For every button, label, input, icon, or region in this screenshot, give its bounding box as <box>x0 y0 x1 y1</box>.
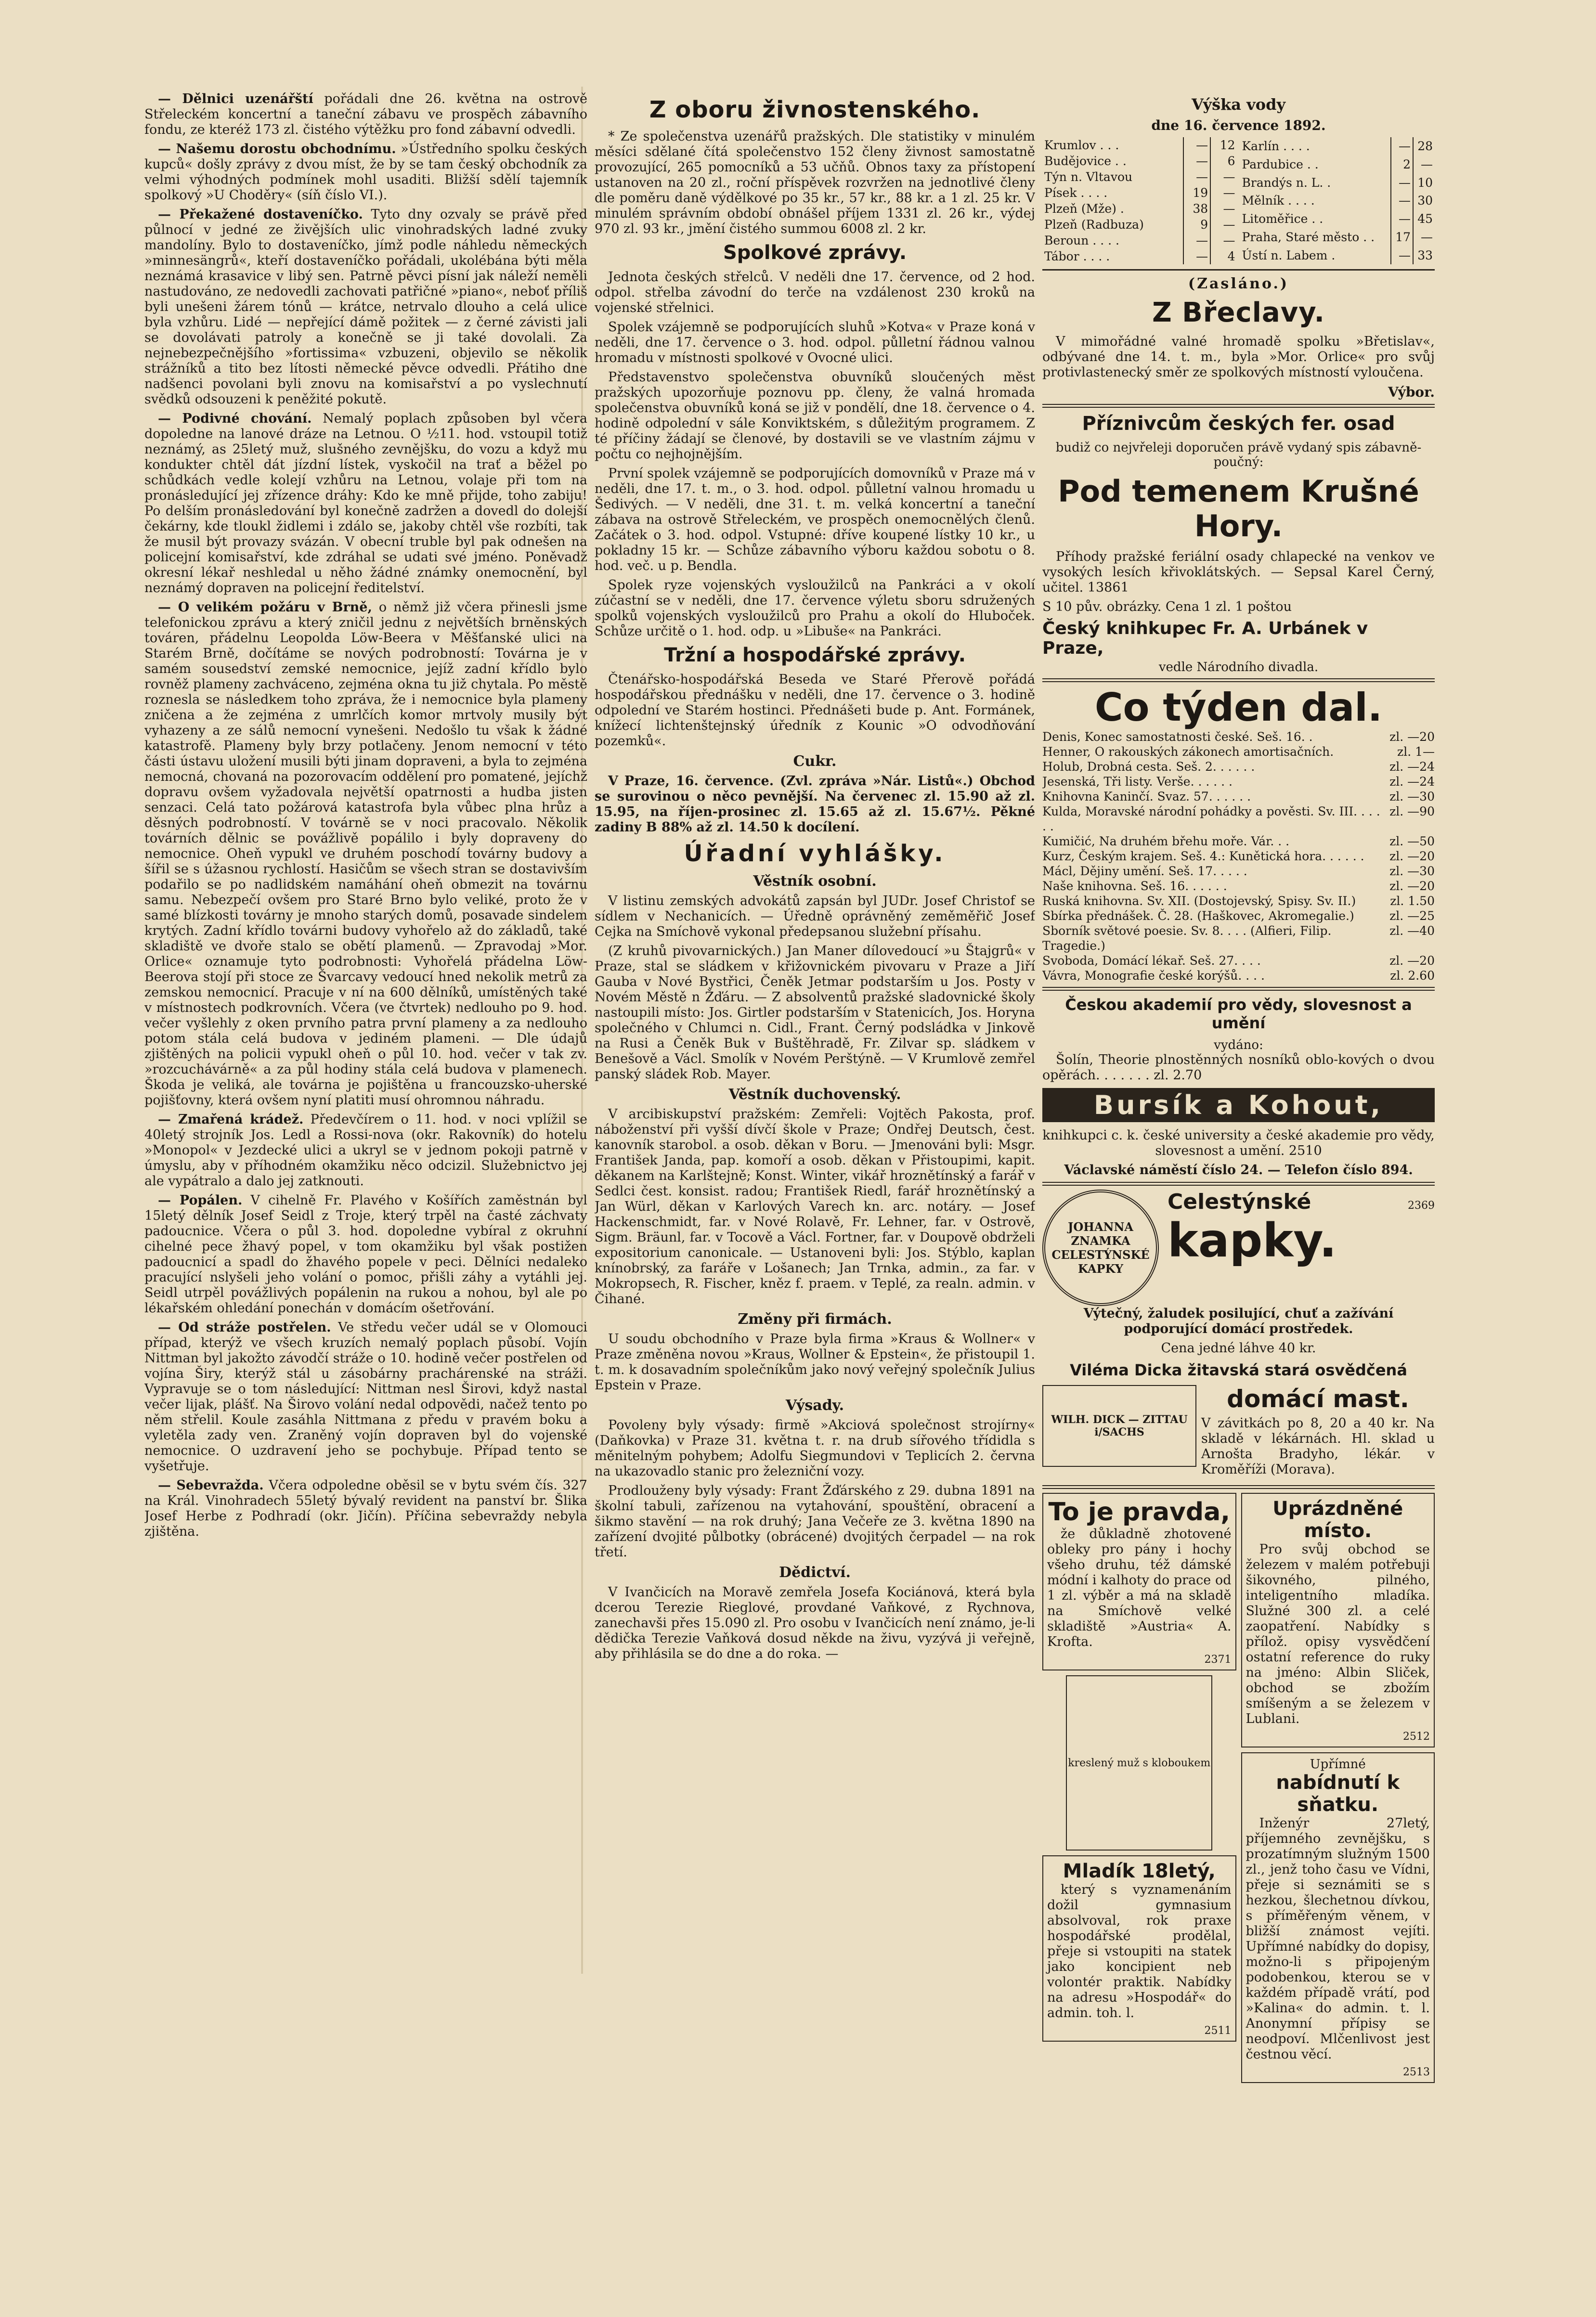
article <box>144 1193 587 1316</box>
ad-left-stack <box>1042 1493 1236 2083</box>
dick-text <box>1201 1385 1435 1481</box>
water-row <box>1240 173 1435 192</box>
ad-to-je-pravda <box>1042 1493 1236 1670</box>
academy-book: Šolín, Theorie plnostěnných nosníků oblo-kových o dvou opěrách. . . . . . . zl. 2.70 <box>1042 1052 1435 1083</box>
water-row <box>1240 155 1435 174</box>
water-row <box>1042 169 1237 185</box>
water-level: — <box>1183 137 1211 153</box>
ad-weekly-title: Co týden dal. <box>1094 685 1383 730</box>
book-price: zl. —50 <box>1389 834 1435 848</box>
article-text: Představenstvo společenstva obuvníků sloučených měst pražských upozorňuje poznovu pp. členy, že valná hromada společenstva obuvníků koná se již v pondělí, dne 18. července o 4. hodině odpolední v sále Konviktském, s důležitým programem. Z té příčiny žádají se členové, by dostavili se ve vlastním zájmu v počtu co nejhojnějším. <box>595 370 1035 462</box>
man-illustration-icon: kreslený muž s kloboukem <box>1066 1675 1212 1851</box>
kapky-number: 2369 <box>1408 1200 1435 1212</box>
kapky-desc: Výtečný, žaludek posilující, chuť a zažívání podporující domácí prostředek. <box>1083 1306 1394 1336</box>
book-title: Kurz, Českým krajem. Seš. 4.: Kunětická hora. . . . . . <box>1042 849 1364 863</box>
article-text: U soudu obchodního v Praze byla firma »Kraus & Wollner« v Praze změněna novou »Kraus, Wollner & Epstein«, že přistoupil 1. t. m. k dosavadním společníkům jako nový veřejný společník Julius Epstein v Praze. <box>595 1332 1035 1393</box>
water-table <box>1042 137 1435 264</box>
article-text: Čtenářsko-hospodářská Beseda ve Staré Přerově pořádá hospodářskou přednášku v neděli, dne 17. července o 3. hodině odpolední ve Starém hostinci. Přednášeti bude p. Ant. Formánek, knížecí lichtenštejnský úředník z Kounic »O odvodňování pozemků«. <box>595 672 1035 749</box>
book-title: Mácl, Dějiny umění. Seš. 17. . . . . <box>1042 864 1247 878</box>
water-row <box>1240 137 1435 155</box>
water-row <box>1042 233 1237 248</box>
water-row <box>1042 217 1237 233</box>
water-level: — <box>1183 248 1211 264</box>
book-title: Holub, Drobná cesta. Seš. 2. . . . . . <box>1042 760 1255 774</box>
water-level: — <box>1223 202 1235 216</box>
article-text: o němž již včera přinesli jsme telefonickou zprávu a který zničil jednu z největších brněnských továren, přádelnu Leopolda Löw-Beera v Měšťanské ulici na Starém Brně, dočítáme se nových podrobností: Továrna je v samém sousedství zemské nemocnice, jejíž zadní křídlo bylo rovněž plameny zachváceno, zejména okna tu již chytala. Po městě roznesla se následkem toho zpráva, že i nemocnice byla plameny zničena a že zejména z umrlčích komor mrtvoly musily být vyhazeny a ze sálů nemocní vynešeni. Nedošlo tu však k žádné katastrofě. Plameny byly brzy potlačeny. Jenom nemocní v této části ústavu uložení musili býti jinam dopraveni, a byla to zejména nemocná, chovaná na pozorovacím oddělení pro pomatené, jejíchž dopravu ovšem vyžadovala největší opatrnosti a hudba jisten senzaci. Celá tato požárová katastrofa byla vůbec plna hrůz a děsných podrobností. V továrně se v noci pracovalo. Několik továrních dělnic se povážlivě popálilo i byly dopraveny do nemocnice. Oheň vypukl ve druhém poschodí továrny budovy a šířil se s úžasnou rychlostí. Hasičům se všech stran se dostavivším podařilo se po nadlidském namáhání oheň obmezit na továrnu samu. Nebezpečí ovšem pro Staré Brno bylo veliké, proto že v samé blízkosti továrny je mnoho starých domů, posavade sindelem krytých. Zadní křídlo továrni budovy vyhořelo až do základů, také skladiště ve dvoře stalo se obětí plamenů. — Zpravodaj »Mor. Orlice« oznamuje tyto podrobnosti: Vyhořelá přádelna Löw-Beerova stojí při stoce ze Švarcavy vedoucí hned nekolik metrů za zemskou nemocnicí. Pracuje v ní na 600 dělníků, umístěných také v místnostech podkrovních. Včera (ve čtvrtek) nedlouho po 9. hod. večer vyšlehly z oken prvního patra první plameny a za nedlouho potom stála celá budova v jediném plameni. — Dle údajů zjištěných na policii vypukl oheň o půl 10. hod. večer v tak zv. »rozcuchávárně« a za půl hodiny stála celá budova v plamenech. Škoda je veliká, ale továrna je pojištěna u francouzsko-uherské pojišťovny, která ovšem nyní platiti musí ohromnou náhradu. <box>144 600 587 1108</box>
book-item <box>1042 968 1435 983</box>
water-row <box>1042 201 1237 217</box>
dick-desc: V závitkách po 8, 20 a 40 kr. Na skladě v lékárnách. Hl. sklad u Arnošta Bradyho, lékár. v Kroměříži (Morava). <box>1201 1416 1435 1477</box>
kapky-text <box>1168 1190 1435 1306</box>
water-level: — <box>1183 169 1211 185</box>
book-item <box>1042 789 1435 804</box>
section-heading: Z oboru živnostenského. <box>649 96 981 123</box>
kapky-stamp-wrap <box>1042 1190 1163 1306</box>
book-item <box>1042 893 1435 908</box>
water-station: Plzeň (Radbuza) <box>1042 217 1183 233</box>
zaslano-label: (Zasláno.) <box>1188 275 1289 292</box>
article-head: — Překažené dostaveníčko. <box>158 207 363 222</box>
subheading: Změny při firmách. <box>738 1311 892 1328</box>
ad-title: Pod temenem Krušné Hory. <box>1058 474 1419 544</box>
ad-heading: To je pravda, <box>1048 1498 1230 1527</box>
water-row <box>1042 153 1237 169</box>
book-price: zl. —20 <box>1389 954 1435 968</box>
water-level: 10 <box>1417 175 1433 190</box>
ad-heading: Uprázdněné místo. <box>1272 1498 1403 1542</box>
article-text: Prodlouženy byly výsady: Frant Žďárského z 29. dubna 1891 na školní tabuli, zařízenou na vytahování, spouštění, obracení a šikmo stavění — na rok druhý; Jana Večeře ze 3. května 1890 na zařízení dvojité půlbotky (obrácené) dvojitých čerpadel — na rok třetí. <box>595 1483 1035 1560</box>
section-heading: Tržní a hospodářské zprávy. <box>664 644 966 666</box>
article-head: — Našemu dorostu obchodnímu. <box>158 142 396 156</box>
breclav-heading: Z Břeclavy. <box>1152 297 1325 328</box>
dick-title: domácí mast. <box>1227 1385 1409 1413</box>
signature: Výbor. <box>1388 384 1435 400</box>
water-level: — <box>1391 137 1413 155</box>
water-table-right <box>1240 137 1435 264</box>
kapky-title: kapky. <box>1168 1214 1337 1268</box>
dick-stamp-wrap <box>1042 1385 1196 1481</box>
ad-number: 2513 <box>1403 2066 1430 2078</box>
water-level: — <box>1391 246 1413 264</box>
article-head: — Dělnici uzenářští <box>158 91 313 106</box>
article-text: Jednota českých střelců. V neděli dne 17. července, od 2 hod. odpol. střelba závodní do terče na vzdálenost 230 kroků na vojenské střelnici. <box>595 270 1035 315</box>
article-text: pořádali dne 26. května na ostrově Střeleckém koncertní a taneční zábavu ve prospěch zábavního fondu, ze kteréž 173 zl. čistého výtěžku pro fond zábavní odvedli. <box>144 91 587 137</box>
water-station: Ústí n. Labem . <box>1240 246 1391 264</box>
water-level: — <box>1421 157 1433 172</box>
book-item <box>1042 953 1435 968</box>
kapky-heading: Celestýnské <box>1168 1190 1311 1214</box>
water-level: — <box>1391 192 1413 210</box>
book-title: Kulda, Moravské národní pohádky a pověsti. Sv. III. . . . . . <box>1042 804 1380 833</box>
book-item <box>1042 864 1435 879</box>
ad-number: 2371 <box>1204 1654 1232 1666</box>
water-station: Plzeň (Mže) . <box>1042 201 1183 217</box>
book-price: zl. —30 <box>1389 790 1435 803</box>
ad-sub: budiž co nejvřeleji doporučen právě vydaný spis zábavně-poučný: <box>1055 440 1422 469</box>
water-station: Pardubice . . <box>1240 155 1391 174</box>
seal-icon: JOHANNA ZNAMKA CELESTÝNSKÉ KAPKY <box>1042 1190 1159 1306</box>
book-title: Ruská knihovna. Sv. XII. (Dostojevský, Spisy. Sv. II.) <box>1042 894 1356 908</box>
ad-nabidnuti <box>1241 1752 1435 2083</box>
ad-text: Pro svůj obchod se železem v malém potřebuji šikovného, pilného, inteligentního mladíka. Služné 300 zl. a celé zaopatření. Nabídky s přílož. opisy vysvědčení ostatní reference do ruky na jméno: Albin Sliček, obchod se zbožím smíšeným a se železem v Lublani. <box>1246 1542 1430 1726</box>
water-row <box>1240 192 1435 210</box>
water-level: 38 <box>1183 201 1211 217</box>
water-row <box>1042 248 1237 264</box>
divider <box>1042 678 1435 682</box>
book-price: zl. —20 <box>1389 730 1435 744</box>
book-price: zl. —90 <box>1389 804 1435 818</box>
book-price: zl. —20 <box>1389 849 1435 863</box>
water-station: Tábor . . . . <box>1042 248 1183 264</box>
book-list <box>1042 729 1435 983</box>
water-station: Litoměřice . . <box>1240 210 1391 228</box>
bursik-address: Václavské náměstí číslo 24. — Telefon číslo 894. <box>1064 1163 1413 1178</box>
water-level: 6 <box>1227 154 1235 168</box>
water-level: 12 <box>1220 138 1235 152</box>
academy-sub: vydáno: <box>1214 1038 1263 1052</box>
book-price: zl. —24 <box>1389 760 1435 774</box>
book-item <box>1042 744 1435 759</box>
book-price: zl. —40 <box>1389 924 1435 938</box>
article-text: * Ze společenstva uzenářů pražských. Dle statistiky v minulém měsíci sdělané čítá společenstvo 152 členy živnost samostatně provozující, 265 pomocníků a 53 učňů. Obnos taxy za přístopení ustanoven na 20 zl., roční příspěvek rozvržen na jednotlivé členy dle poměru daně výdělkové po 35 kr., 57 kr., 88 kr. a 1 zl. 25 kr. V minulém správním období obnášel příjem 1331 zl. 26 kr., výdej 970 zl. 93 kr., jmění čistého summou 6008 zl. 2 kr. <box>595 129 1035 236</box>
article-head: — Zmařená krádež. <box>158 1112 304 1127</box>
book-title: Svoboda, Domácí lékař. Seš. 27. . . . <box>1042 954 1261 968</box>
book-item <box>1042 849 1435 864</box>
article-text: Povoleny byly výsady: firmě »Akciová společnost strojírny« (Daňkovka) v Praze 31. května t. r. na drub sířového třídidla s měnitelným pohybem; Adolfu Siegmundovi v Teplicích 2. června na ukazovadlo stanic pro železniční vozy. <box>595 1418 1035 1479</box>
ad-heading: Příznivcům českých fer. osad <box>1082 413 1395 435</box>
water-level: — <box>1421 230 1433 244</box>
divider <box>1042 269 1435 271</box>
article-text: V Praze, 16. července. (Zvl. zpráva »Nár. Listů«.) Obchod se surovinou o něco pevnější. Na červenec zl. 15.90 až zl. 15.95, na říjen-prosinec zl. 15.65 až zl. 15.67½. Pěkné zadiny B 88% až zl. 14.50 k docílení. <box>595 774 1035 835</box>
book-price: zl. —25 <box>1389 909 1435 923</box>
ad-mladik <box>1042 1855 1236 2042</box>
ad-dick <box>1042 1385 1435 1481</box>
divider <box>1042 404 1435 408</box>
book-title: Denis, Konec samostatnosti české. Seš. 16. . <box>1042 730 1313 744</box>
stamp-icon: WILH. DICK — ZITTAU i/SACHS <box>1042 1385 1196 1467</box>
water-row <box>1240 210 1435 228</box>
book-price: zl. —20 <box>1389 879 1435 893</box>
water-station: Praha, Staré město . . <box>1240 228 1391 246</box>
water-level: — <box>1223 170 1235 184</box>
ad-shop: Český knihkupec Fr. A. Urbánek v Praze, <box>1042 619 1368 658</box>
book-title: Kumičić, Na druhém břehu moře. Vár. . . <box>1042 834 1290 848</box>
ad-number: 2511 <box>1204 2025 1232 2037</box>
ad-sub: Upřímné <box>1310 1757 1366 1772</box>
article <box>144 600 587 1108</box>
dick-heading: Viléma Dicka žitavská stará osvědčená <box>1070 1361 1407 1379</box>
water-row <box>1042 185 1237 201</box>
water-level: 19 <box>1183 185 1211 201</box>
book-item <box>1042 879 1435 893</box>
article <box>144 142 587 203</box>
ad-number: 2512 <box>1403 1731 1430 1743</box>
article-head: — Popálen. <box>158 1193 243 1208</box>
ad-kapky <box>1042 1190 1435 1306</box>
water-heading: Výška vody <box>1191 95 1286 114</box>
article-head: — Sebevražda. <box>158 1478 264 1493</box>
article <box>144 1112 587 1189</box>
book-item <box>1042 923 1435 953</box>
article-text: V cihelně Fr. Plavého v Košířích zaměstnán byl 15letý dělník Josef Seidl z Troje, který trpěl na časté záchvaty padoucnice. Včera o půl 3. hod. dopoledne vybíral z okruhní cihelné pece žhavý popel, v tom okamžiku byl však postižen padoucnicí a spadl do žhavého popele v peci. Dělníci nedaleko pracující nslyšeli jeho volání o pomoc, přišli záhy a vytáhli jej. Seidl utrpěl povážlivých popálenin na rukou a nohou, byl ale po lékařském ohledání ponechán v domácím ošetřování. <box>144 1193 587 1316</box>
water-level: 2 <box>1391 155 1413 174</box>
water-level: 45 <box>1417 212 1433 226</box>
article-text: Spolek vzájemně se podporujících sluhů »Kotva« v Praze koná v neděli, dne 17. července o 3. hod. odpol. půlletní řádnou valnou hromadu v místnosti spolkové v Ovocné ulici. <box>595 320 1035 365</box>
water-station: Písek . . . . <box>1042 185 1183 201</box>
water-station: Beroun . . . . <box>1042 233 1183 248</box>
article <box>144 91 587 138</box>
ad-bottom-row <box>1042 1493 1435 2083</box>
ad-heading: nabídnutí k sňatku. <box>1276 1772 1400 1816</box>
article-text: Nemalý poplach způsoben byl včera dopoledne na lanové dráze na Letnou. O ½11. hod. vstoupil totiž neznámý, as 25letý muž, slušného zevnějšku, do vozu a když mu kondukter chtěl dát jízdní lístek, vyskočil na trať a běžel po schůdkách vedle kolejí vzhůru na Letnou, volaje při tom na pronásledující jej zřízence dráhy: Kdo ke mně přijde, toho zabiju! Po delším pronásledování byl konečně zadržen a dovedl do dolejší čekárny, kde tloukl židlemi i zdálo se, jakoby chtěl vše rozbíti, tak že musil být provazy svázán. V obecní truble byl pak odnešen na policejní komisařství, kde zdráhal se udati své jméno. Poněvadž okresní lékař neshledal u něho žádné známky onemocnění, byl neznámý dopraven na policejní ředitelství. <box>144 411 587 595</box>
section-heading: Úřadní vyhlášky. <box>684 840 946 867</box>
water-level: — <box>1223 186 1235 200</box>
article-head: — Od stráže postřelen. <box>158 1320 331 1335</box>
article-text: Předevčírem o 11. hod. v noci vplížil se 40letý strojník Jos. Ledl a Rossi-nova (okr. Rakovník) do hotelu »Monopol« v Jezdecké ulici a ukryl se v jednom pokoji patrně v úmyslu, aby v příhodném okamžiku něco odcizil. Služebnictvo jej ale vypátralo a dalo jej zatknouti. <box>144 1112 587 1189</box>
divider <box>1042 1485 1435 1489</box>
water-station: Budějovice . . <box>1042 153 1183 169</box>
subheading: Věstník duchovenský. <box>728 1086 901 1103</box>
water-station: Týn n. Vltavou <box>1042 169 1183 185</box>
article-text: Včera odpoledne oběsil se v bytu svém čís. 327 na Král. Vinohradech 55letý bývalý revident na panství br. Šlika Josef Herbe z Podhradí (okr. Jičín). Příčina sebevraždy nebyla zjištěna. <box>144 1478 587 1539</box>
water-station: Karlín . . . . <box>1240 137 1391 155</box>
ad-heading: Mladík 18letý, <box>1063 1860 1216 1882</box>
article <box>144 1478 587 1540</box>
book-price: zl. 1— <box>1397 745 1435 759</box>
article-text: (Z kruhů pivovarnických.) Jan Maner dílovedoucí »u Štajgrů« v Praze, stal se sládkem v křižovnickém pivovaru v Praze a Jiří Gauba v Nové Bystřici, Čeněk Jetmar podstarším u Jos. Posty v Novém Městě n Žďáru. — Z absolventů pražské sladovnické školy nastoupili místo: Jos. Girtler podstarším v Statenicích, Jos. Horyna společného v Chlumci n. Cidl., Frant. Černý podsládka v Jinkově na Rusi a Čeněk Buk v Buštěhradě, Fr. Zilvar sp. sládkem v Benešově a Václ. Smolík v Novém Perštýně. — V Krumlově zemřel panský sládek Rob. Mayer. <box>595 944 1035 1082</box>
book-price: zl. 2.60 <box>1390 969 1435 983</box>
water-date: dne 16. července 1892. <box>1151 117 1326 133</box>
divider <box>1042 987 1435 991</box>
book-price: zl. —24 <box>1389 775 1435 789</box>
article <box>144 1320 587 1474</box>
article-text: Tyto dny ozvaly se právě před půlnocí v jedné ze živějších ulic vinohradských ladné zvuky mandolíny. Bylo to dostaveníčko, jímž podle náhledu německých »minnesängrů«, kteří dostaveníčko pořádali, ukolébána býti měla neznámá krasavice v libý sen. Patrně pěvci písní jak náleží neměli nastudováno, ze nedovedli zachovati patřičné »piano«, neboť příliš byli unešeni žárem tónů — krátce, netrvalo dlouho a celá ulice byla vzhůru. Lidé — nepřející dámě požitek — z černé závisti jali se dovolávati patroly a konečně se ji také dovolali. Za nejnebezpečnějšího »fortissima« vzbuzeni, objevilo se několik strážníků a tito bez lítosti německé pěvce odvedli. Přátiho dne nadšenci povolani byli znovu na komisařství a po vyslechnutí svědků odsouzeni k peněžité pokutě. <box>144 207 587 407</box>
article-text: »Ústředního spolku českých kupců« došly zprávy z dvou míst, že by se tam český obchodník za velmi výhodných podmínek mohl usaditi. Bližší sdělí tajemník spolkový »U Choděry« (síň číslo VI.). <box>144 142 587 203</box>
book-title: Sborník světové poesie. Sv. 8. . . . (Alfieri, Filip. Tragedie.) <box>1042 924 1332 953</box>
column-trade-news <box>595 91 1035 1666</box>
column-advertisements <box>1042 91 1435 2083</box>
ad-desc: Příhody pražské feriální osady chlapecké na venkov ve vysokých lesích křivoklátských. — Sepsal Karel Černý, učitel. 13861 <box>1042 549 1435 595</box>
water-level: 9 <box>1183 217 1211 233</box>
ad-text: že důkladně zhotovené obleky pro pány i hochy všeho druhu, též dámské módní i kalhoty do prace od 1 zl. výběr a má na skladě na Smíchově velké skladiště »Austria« A. Krofta. <box>1047 1527 1232 1649</box>
book-price: zl. —30 <box>1389 864 1435 878</box>
article-text: Ve středu večer udál se v Olomouci případ, kterýž ve všech kruzích nemalý poplach působí. Vojín Nittman byl jakožto závodčí stráže o 10. hodině večer postřelen od vojína Širy, kterýž stál u zásobárny prachárenské na stráži. Vypravuje se o tom následující: Nittman nesl Širovi, když nastal večer lijak, plášť. Na Širovo volání nedal odpovědi, načež tento po něm střelil. Koule zasáhla Nittmana z předu v pravém boku a vyletěla zady ven. Zraněný vojín dopraven byl do vojenské nemocnice. O uzdravení jeho se pochybuje. Případ tento se vyšetřuje. <box>144 1320 587 1474</box>
article-text: Spolek ryze vojenských vysloužilců na Pankráci a v okolí zúčastní se v neděli, dne 17. července výletu sboru sdružených spolků vojenských vysloužilců pro Prahu a okolí do Hluboček. Schůze určitě o 1. hod. odp. u »Libuše« na Pankráci. <box>595 578 1035 639</box>
article <box>144 207 587 407</box>
ad-shop-addr: vedle Národního divadla. <box>1158 660 1319 674</box>
water-level: 30 <box>1417 194 1433 208</box>
water-level: — <box>1223 233 1235 247</box>
book-title: Henner, O rakouských zákonech amortisačních. <box>1042 745 1334 759</box>
column-local-news <box>144 91 587 1543</box>
section-heading: Spolkové zprávy. <box>723 242 907 264</box>
bursik-sub: knihkupci c. k. české university a české akademie pro vědy, slovesnost a umění. 2510 <box>1042 1128 1435 1158</box>
water-level: — <box>1183 233 1211 248</box>
book-title: Sbírka přednášek. Č. 28. (Haškovec, Akromegalie.) <box>1042 909 1354 923</box>
article-text: První spolek vzájemně se podporujících domovníků v Praze má v neděli, dne 17. t. m., o 3. hod. odpol. půlletní valnou hromadu u Šedivých. — V neděli, dne 31. t. m. velká koncertní a taneční zábava na ostrově Střeleckém, ve prospěch onemocnělých členů. Začátek o 3. hod. odpol. Vstupné: dříve koupené lístky 10 kr., u pokladny 15 kr. — Schůze zábavního výboru každou sobotu o 8. hod. več. u p. Bendla. <box>595 466 1035 573</box>
ad-book-krusne-hory <box>1042 413 1435 674</box>
water-row <box>1042 137 1237 153</box>
article-text: V Ivančicích na Moravě zemřela Josefa Kociánová, která byla dcerou Terezie Rieglové, provdané Vaňkové, z Rychnova, zanechavši přes 15.090 zl. Pro osobu v Ivančicích není známo, je-li dědička Terezie Vaňková dosud někde na živu, vyzývá ji veřejně, aby přihlásila se do dne a do roka. — <box>595 1585 1035 1661</box>
bursik-heading: Bursík a Kohout, <box>1042 1088 1435 1122</box>
ad-text: Inženýr 27letý, příjemného zevnějšku, s prozatímným služným 1500 zl., jenž toho času ve Vídni, přeje si seznámiti se s hezkou, šlechetnou dívkou, s příměřeným věnem, v bližší známost vejíti. Upřímné nabídky do dopisy, možno-li s připojeným podobenkou, kterou se v každém případě vrátí, pod »Kalina« do admin. t. l. Anonymní přípisy se neodpoví. Mlčenlivost jest čestnou věcí. <box>1246 1816 1430 2062</box>
book-item <box>1042 759 1435 774</box>
subheading: Věstník osobní. <box>753 873 877 890</box>
ad-right-stack <box>1241 1493 1435 2083</box>
book-title: Naše knihovna. Seš. 16. . . . . . <box>1042 879 1227 893</box>
book-item <box>1042 729 1435 744</box>
water-row <box>1240 246 1435 264</box>
book-item <box>1042 774 1435 789</box>
water-level: — <box>1183 153 1211 169</box>
academy-heading: Českou akademií pro vědy, slovesnost a umění <box>1065 996 1412 1032</box>
ad-text: který s vyznamenáním dožil gymnasium absolvoval, rok praxe hospodářské prodělal, přeje si vstoupiti na statek jako koncipient neb volontér praktik. Nabídky na adresu »Hospodář« do admin. toh. l. <box>1047 1882 1232 2020</box>
water-station: Brandýs n. L. . <box>1240 173 1391 192</box>
divider <box>1042 1182 1435 1186</box>
ad-price: S 10 pův. obrázky. Cena 1 zl. 1 poštou <box>1042 599 1292 614</box>
article <box>144 411 587 596</box>
water-station: Mělník . . . . <box>1240 192 1391 210</box>
book-title: Knihovna Kaninčí. Svaz. 57. . . . . . <box>1042 790 1251 803</box>
book-item <box>1042 834 1435 849</box>
water-level: 33 <box>1417 248 1433 262</box>
book-item <box>1042 804 1435 834</box>
book-title: Vávra, Monografie české korýšů. . . . <box>1042 969 1265 983</box>
ad-uprazdnene-misto <box>1241 1493 1435 1747</box>
article-head: — Podivné chování. <box>158 411 312 426</box>
book-title: Jesenská, Tři listy. Verše. . . . . . <box>1042 775 1233 789</box>
water-station: Krumlov . . . <box>1042 137 1183 153</box>
water-table-left <box>1042 137 1237 264</box>
water-row <box>1240 228 1435 246</box>
article-text: V listinu zemských advokátů zapsán byl JUDr. Josef Christof se sídlem v Nechanicích. — Úředně oprávněný zeměměřič Josef Cejka na Smíchově vykonal předepsanou služební přísahu. <box>595 893 1035 939</box>
book-price: zl. 1.50 <box>1390 894 1435 908</box>
book-item <box>1042 908 1435 923</box>
subheading: Dědictví. <box>779 1564 851 1581</box>
article-text: V arcibiskupství pražském: Zemřeli: Vojtěch Pakosta, prof. náboženství při vyšší dívčí škole v Praze; Ondřej Deutsch, čest. kanovník starobol. a osob. děkan v Boru. — Jmenováni byli: Msgr. František Janda, pap. komoří a osob. děkan v Přistoupimi, kapit. děkanem na Karlštejně; Konst. Winter, vikář hroznětínský a farář v Sedlci čest. konsist. radou; František Riedl, farář hroznětínský a Jan Würl, děkan v Karlových Varech kn. arc. notáry. — Josef Hackenschmidt, far. v Nové Rolavě, Fr. Lehner, far. v Ostrově, Sigm. Bräunl, far. v Tocově a Václ. Fortner, far. v Doupově obdrželi expositorium canonicale. — Ustanoveni byli: Jos. Stýblo, kaplan knínobrský, za faráře v Lošanech; Jan Trnka, admin., za far. v Mokropsech, R. Fischer, kněz f. praem. v Teplé, za realn. admin. v Čihané. <box>595 1107 1035 1307</box>
water-level: — <box>1391 173 1413 192</box>
kapky-price: Cena jedné láhve 40 kr. <box>1161 1341 1316 1356</box>
article-head: — O velikém požáru v Brně, <box>158 600 372 615</box>
water-level: 28 <box>1417 139 1433 154</box>
water-level: — <box>1391 210 1413 228</box>
subheading: Cukr. <box>793 753 837 770</box>
water-level: — <box>1223 218 1235 232</box>
kapky-head-row <box>1168 1190 1435 1214</box>
water-level: 4 <box>1227 249 1235 263</box>
article-text: V mimořádné valné hromadě spolku »Břetislav«, odbývané dne 14. t. m., byla »Mor. Orlice« pro svůj protivlastenecký směr ze spolkových místností vyloučena. <box>1042 334 1435 380</box>
water-level: 17 <box>1391 228 1413 246</box>
subheading: Výsady. <box>785 1397 844 1414</box>
